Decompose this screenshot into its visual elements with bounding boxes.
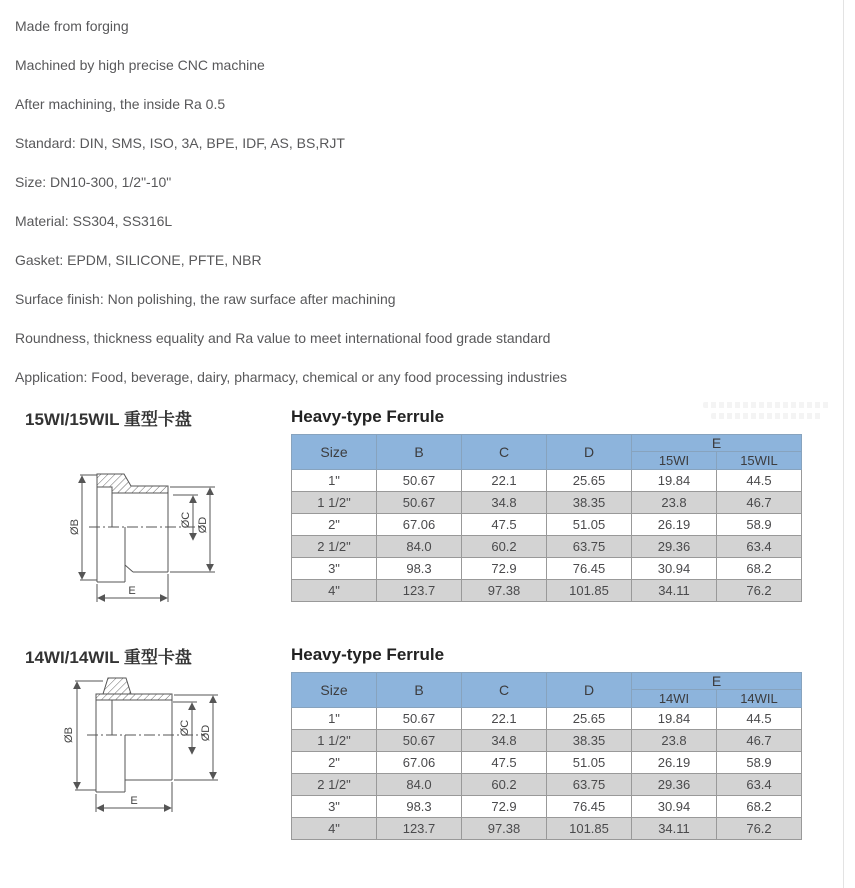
table-cell: 58.9: [717, 752, 802, 774]
watermark: [703, 402, 831, 424]
table-cell: 1 1/2": [292, 730, 377, 752]
dim-label-d: ØD: [200, 724, 212, 742]
table-cell: 4": [292, 818, 377, 840]
technical-drawing-14wi: [45, 664, 275, 829]
table-cell: 23.8: [632, 492, 717, 514]
table-cell: 67.06: [377, 752, 462, 774]
feature-line: Size: DN10-300, 1/2"-10": [15, 174, 172, 190]
col-header-c: C: [462, 435, 547, 470]
table-cell: 72.9: [462, 796, 547, 818]
table-row: [292, 818, 802, 840]
table-row: [292, 774, 802, 796]
feature-line: Machined by high precise CNC machine: [15, 57, 265, 73]
col-header-b: B: [377, 435, 462, 470]
col-header-d: D: [547, 673, 632, 708]
table-cell: 34.8: [462, 730, 547, 752]
table-cell: 98.3: [377, 796, 462, 818]
col-header-e: E: [632, 435, 802, 452]
col-header-14wil: 14WIL: [717, 690, 802, 708]
table-cell: 44.5: [717, 470, 802, 492]
dim-label-c: ØC: [180, 511, 192, 529]
table-cell: 1 1/2": [292, 492, 377, 514]
table-cell: 72.9: [462, 558, 547, 580]
table-cell: 63.75: [547, 536, 632, 558]
dim-label-c: ØC: [179, 719, 191, 737]
table-cell: 38.35: [547, 492, 632, 514]
table-cell: 84.0: [377, 774, 462, 796]
table-cell: 97.38: [462, 580, 547, 602]
table-cell: 2": [292, 514, 377, 536]
col-header-d: D: [547, 435, 632, 470]
feature-line: Roundness, thickness equality and Ra value to meet international food grade standard: [15, 330, 551, 346]
table-cell: 84.0: [377, 536, 462, 558]
table-heading-15wi: Heavy-type Ferrule: [291, 407, 445, 426]
table-cell: 60.2: [462, 536, 547, 558]
table-row: [292, 730, 802, 752]
table-cell: 1": [292, 470, 377, 492]
table-cell: 19.84: [632, 708, 717, 730]
col-header-14wi: 14WI: [632, 690, 717, 708]
table-cell: 30.94: [632, 558, 717, 580]
col-header-c: C: [462, 673, 547, 708]
table-cell: 1": [292, 708, 377, 730]
section-heading-14wi: 14WI/14WIL 重型卡盘: [25, 648, 192, 667]
watermark-line: [711, 413, 823, 419]
feature-line: Surface finish: Non polishing, the raw surface after machining: [15, 291, 396, 307]
table-cell: 76.45: [547, 558, 632, 580]
table-cell: 76.2: [717, 818, 802, 840]
table-cell: 3": [292, 558, 377, 580]
table-cell: 101.85: [547, 818, 632, 840]
watermark-line: [703, 402, 831, 408]
table-cell: 63.4: [717, 774, 802, 796]
table-row: [292, 492, 802, 514]
feature-line: Standard: DIN, SMS, ISO, 3A, BPE, IDF, AS, BS,RJT: [15, 135, 345, 151]
table-cell: 67.06: [377, 514, 462, 536]
table-row: [292, 536, 802, 558]
table-cell: 63.4: [717, 536, 802, 558]
table-cell: 46.7: [717, 730, 802, 752]
table-cell: 30.94: [632, 796, 717, 818]
table-row: [292, 708, 802, 730]
table-cell: 58.9: [717, 514, 802, 536]
table-cell: 3": [292, 796, 377, 818]
table-cell: 19.84: [632, 470, 717, 492]
col-header-e: E: [632, 673, 802, 690]
table-cell: 25.65: [547, 470, 632, 492]
table-cell: 29.36: [632, 536, 717, 558]
table-cell: 44.5: [717, 708, 802, 730]
page-right-border: [843, 0, 844, 888]
section-heading-15wi: 15WI/15WIL 重型卡盘: [25, 410, 192, 429]
table-row: [292, 470, 802, 492]
table-cell: 68.2: [717, 558, 802, 580]
feature-line: Made from forging: [15, 18, 129, 34]
table-row: [292, 752, 802, 774]
table-row: [292, 514, 802, 536]
technical-drawing-15wi: [45, 452, 275, 617]
table-cell: 46.7: [717, 492, 802, 514]
table-cell: 29.36: [632, 774, 717, 796]
dim-label-b: ØB: [63, 727, 75, 743]
table-cell: 50.67: [377, 708, 462, 730]
table-cell: 76.45: [547, 796, 632, 818]
dim-label-d: ØD: [197, 516, 209, 534]
col-header-15wil: 15WIL: [717, 452, 802, 470]
table-cell: 68.2: [717, 796, 802, 818]
table-cell: 60.2: [462, 774, 547, 796]
feature-line: After machining, the inside Ra 0.5: [15, 96, 226, 112]
table-cell: 23.8: [632, 730, 717, 752]
table-heading-14wi: Heavy-type Ferrule: [291, 645, 445, 664]
table-cell: 34.11: [632, 818, 717, 840]
table-cell: 50.67: [377, 730, 462, 752]
table-cell: 22.1: [462, 708, 547, 730]
table-cell: 4": [292, 580, 377, 602]
table-cell: 51.05: [547, 514, 632, 536]
col-header-15wi: 15WI: [632, 452, 717, 470]
table-cell: 63.75: [547, 774, 632, 796]
ferrule-table-15wi: [291, 434, 802, 602]
col-header-b: B: [377, 673, 462, 708]
table-cell: 26.19: [632, 514, 717, 536]
table-cell: 34.8: [462, 492, 547, 514]
table-row: [292, 580, 802, 602]
table-cell: 50.67: [377, 492, 462, 514]
table-cell: 25.65: [547, 708, 632, 730]
table-cell: 2 1/2": [292, 536, 377, 558]
table-cell: 98.3: [377, 558, 462, 580]
table-cell: 38.35: [547, 730, 632, 752]
table-cell: 47.5: [462, 752, 547, 774]
table-cell: 26.19: [632, 752, 717, 774]
feature-line: Gasket: EPDM, SILICONE, PFTE, NBR: [15, 252, 262, 268]
table-cell: 50.67: [377, 470, 462, 492]
table-cell: 76.2: [717, 580, 802, 602]
col-header-size: Size: [292, 673, 377, 708]
table-cell: 47.5: [462, 514, 547, 536]
feature-list: [15, 18, 795, 408]
table-cell: 22.1: [462, 470, 547, 492]
dim-label-e: E: [128, 585, 136, 597]
table-cell: 2": [292, 752, 377, 774]
ferrule-table-14wi: [291, 672, 802, 840]
table-cell: 101.85: [547, 580, 632, 602]
table-cell: 34.11: [632, 580, 717, 602]
table-cell: 123.7: [377, 818, 462, 840]
dim-label-e: E: [130, 795, 138, 807]
table-cell: 97.38: [462, 818, 547, 840]
feature-line: Material: SS304, SS316L: [15, 213, 173, 229]
col-header-size: Size: [292, 435, 377, 470]
table-cell: 51.05: [547, 752, 632, 774]
feature-line: Application: Food, beverage, dairy, pharmacy, chemical or any food processing industries: [15, 369, 567, 385]
table-cell: 2 1/2": [292, 774, 377, 796]
table-row: [292, 558, 802, 580]
table-cell: 123.7: [377, 580, 462, 602]
table-row: [292, 796, 802, 818]
dim-label-b: ØB: [69, 519, 81, 535]
